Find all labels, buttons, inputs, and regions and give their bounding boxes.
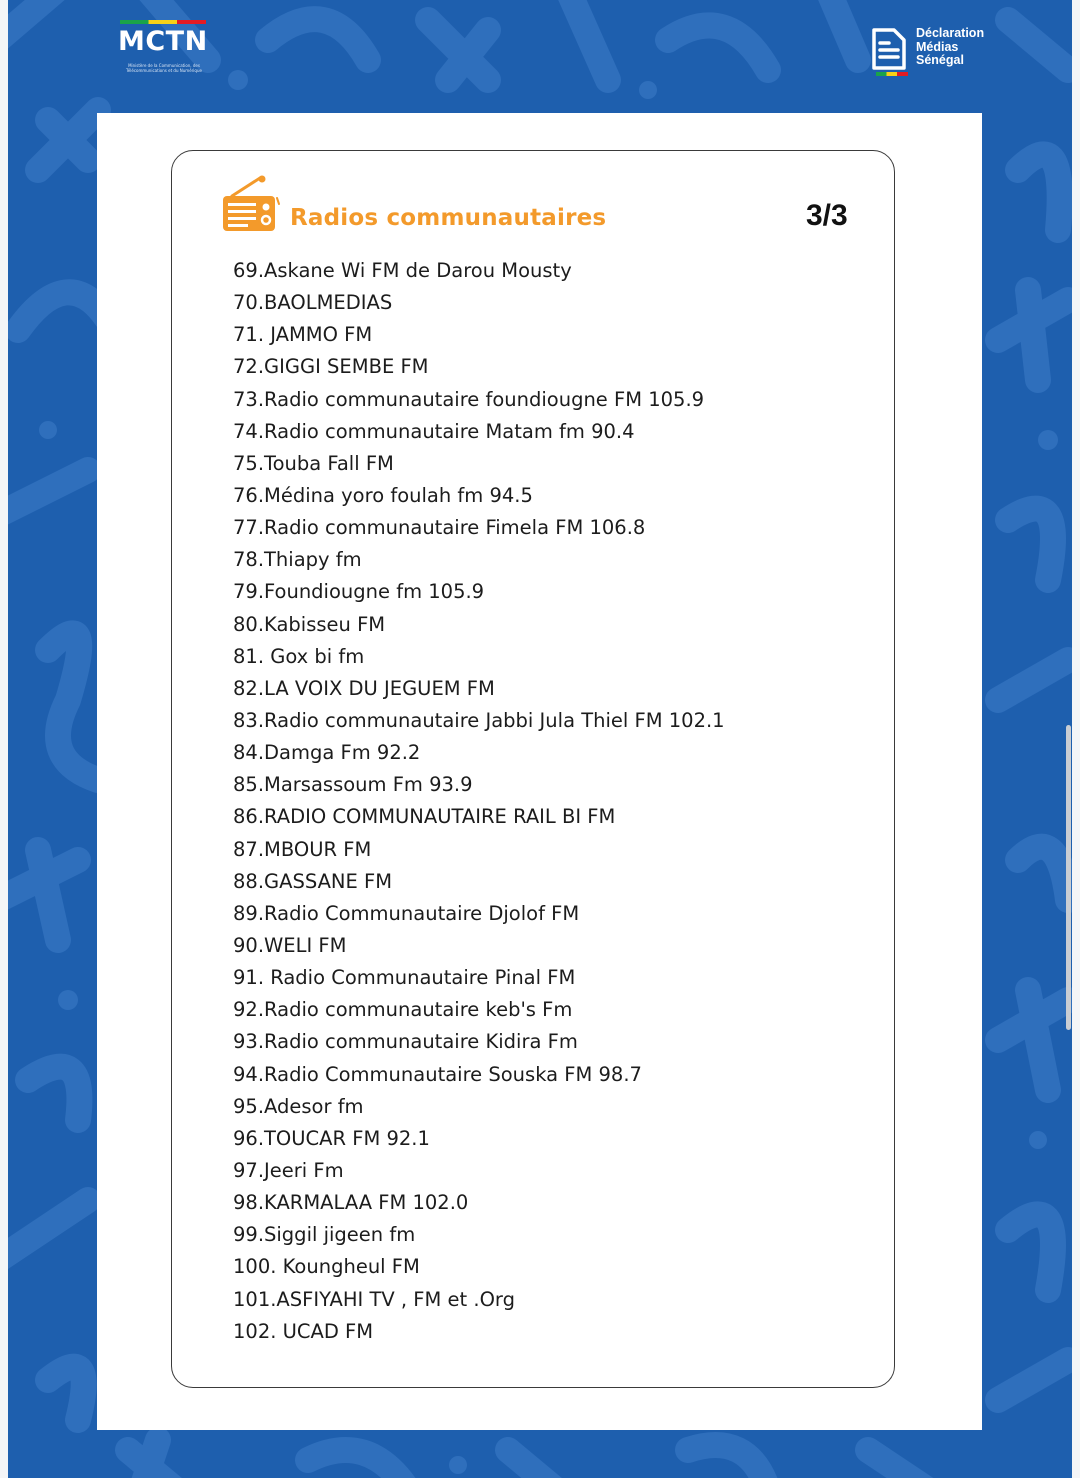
station-list-item: 91. Radio Communautaire Pinal FM bbox=[233, 966, 576, 990]
station-list-item: 73.Radio communautaire foundiougne FM 105.9 bbox=[233, 387, 705, 411]
station-list-item: 71. JAMMO FM bbox=[233, 323, 373, 347]
station-list-item: 76.Médina yoro foulah fm 94.5 bbox=[233, 483, 533, 507]
document-icon bbox=[870, 27, 908, 71]
scrollbar-thumb[interactable] bbox=[1066, 725, 1071, 1030]
station-list-item: 96.TOUCAR FM 92.1 bbox=[233, 1126, 430, 1150]
station-list-item: 92.Radio communautaire keb's Fm bbox=[233, 998, 573, 1022]
station-list-item: 74.Radio communautaire Matam fm 90.4 bbox=[233, 419, 635, 443]
station-list-item: 93.Radio communautaire Kidira Fm bbox=[233, 1030, 578, 1054]
station-list-item: 89.Radio Communautaire Djolof FM bbox=[233, 901, 580, 925]
station-list-item: 70.BAOLMEDIAS bbox=[233, 291, 393, 315]
radio-icon bbox=[220, 174, 282, 236]
station-list-item: 86.RADIO COMMUNAUTAIRE RAIL BI FM bbox=[233, 805, 616, 829]
mctn-logo-subtitle: Ministère de la Communication, des Télécommunications et du Numérique bbox=[126, 63, 202, 73]
station-list-item: 102. UCAD FM bbox=[233, 1319, 374, 1343]
station-list-item: 94.Radio Communautaire Souska FM 98.7 bbox=[233, 1062, 642, 1086]
flag-stripe bbox=[876, 72, 908, 76]
station-list-item: 101.ASFIYAHI TV , FM et .Org bbox=[233, 1287, 515, 1311]
station-list-item: 81. Gox bi fm bbox=[233, 644, 365, 668]
station-list-item: 98.KARMALAA FM 102.0 bbox=[233, 1191, 469, 1215]
mctn-logo-mark: MCTN bbox=[118, 26, 208, 57]
declaration-medias-logo bbox=[868, 22, 998, 82]
station-list-item: 77.Radio communautaire Fimela FM 106.8 bbox=[233, 516, 646, 540]
section-title: Radios communautaires bbox=[290, 205, 607, 231]
declaration-medias-wordmark: Déclaration Médias Sénégal bbox=[916, 26, 985, 67]
station-list-item: 82.LA VOIX DU JEGUEM FM bbox=[233, 676, 495, 700]
station-list-item: 72.GIGGI SEMBE FM bbox=[233, 355, 429, 379]
station-list-item: 87.MBOUR FM bbox=[233, 837, 372, 861]
station-list-item: 69.Askane Wi FM de Darou Mousty bbox=[233, 259, 572, 282]
station-list-item: 88.GASSANE FM bbox=[233, 869, 393, 893]
station-list-item: 78.Thiapy fm bbox=[233, 548, 362, 572]
station-list-item: 75.Touba Fall FM bbox=[233, 451, 394, 475]
station-list-item: 83.Radio communautaire Jabbi Jula Thiel FM 102.1 bbox=[233, 708, 725, 732]
station-list-item: 84.Damga Fm 92.2 bbox=[233, 741, 421, 765]
station-list-item: 100. Koungheul FM bbox=[233, 1255, 420, 1279]
station-list-item: 80.Kabisseu FM bbox=[233, 612, 386, 636]
flag-stripe bbox=[120, 20, 206, 24]
station-list-item: 90.WELI FM bbox=[233, 933, 347, 957]
station-list-item: 99.Siggil jigeen fm bbox=[233, 1223, 416, 1247]
station-list-item: 97.Jeeri Fm bbox=[233, 1158, 344, 1182]
station-list bbox=[233, 255, 725, 1348]
station-list-item: 79.Foundiougne fm 105.9 bbox=[233, 580, 485, 604]
page-indicator: 3/3 bbox=[806, 199, 848, 232]
mctn-logo bbox=[112, 18, 212, 88]
station-list-item: 85.Marsassoum Fm 93.9 bbox=[233, 773, 473, 797]
station-list-item: 95.Adesor fm bbox=[233, 1094, 364, 1118]
